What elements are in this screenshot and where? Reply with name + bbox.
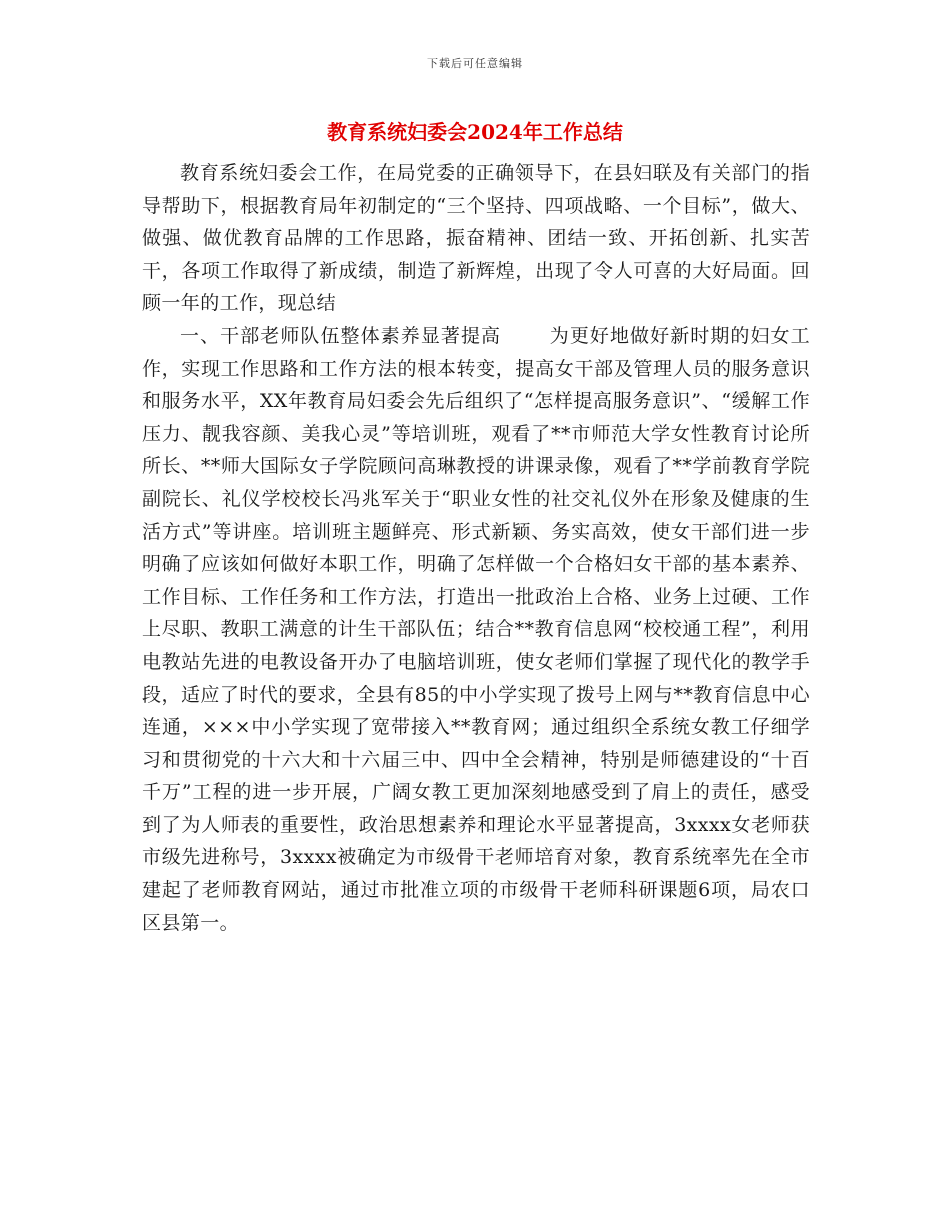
document-body <box>142 157 810 939</box>
intro-paragraph: 教育系统妇委会工作，在局党委的正确领导下，在县妇联及有关部门的指导帮助下，根据教育局年初制定的“三个坚持、四项战略、一个目标”，做大、做强、做优教育品牌的工作思路，振奋精神、团结一致、开拓创新、扎实苦干，各项工作取得了新成绩，制造了新辉煌，出现了令人可喜的大好局面。回顾一年的工作，现总结 <box>142 162 810 315</box>
header-note: 下载后可任意编辑 <box>427 57 523 70</box>
document-title: 教育系统妇委会2024年工作总结 <box>327 120 623 144</box>
section-1-heading: 一、干部老师队伍整体素养显著提高 <box>180 324 502 347</box>
section-1-paragraph <box>142 320 810 939</box>
section-1-text: 为更好地做好新时期的妇女工作，实现工作思路和工作方法的根本转变，提高女干部及管理人员的服务意识和服务水平，XX年教育局妇委会先后组织了“怎样提高服务意识”、“缓解工作压力、靓我容颜、美我心灵”等培训班，观看了**市师范大学女性教育讨论所所长、**师大国际女子学院顾问高琳教授的讲课录像，观看了**学前教育学院副院长、礼仪学校校长冯兆军关于“职业女性的社交礼仪外在形象及健康的生活方式”等讲座。培训班主题鲜亮、形式新颖、务实高效，使女干部们进一步明确了应该如何做好本职工作，明确了怎样做一个合格妇女干部的基本素养、工作目标、工作任务和工作方法，打造出一批政治上合格、业务上过硬、工作上尽职、教职工满意的计生干部队伍；结合**教育信息网“校校通工程”，利用电教站先进的电教设备开办了电脑培训班，使女老师们掌握了现代化的教学手段，适应了时代的要求，全县有85的中小学实现了拨号上网与**教育信息中心连通，×××中小学实现了宽带接入**教育网；通过组织全系统女教工仔细学习和贯彻党的十六大和十六届三中、四中全会精神，特别是师德建设的“十百千万”工程的进一步开展，广阔女教工更加深刻地感受到了肩上的责任，感受到了为人师表的重要性，政治思想素养和理论水平显著提高，3xxxx女老师获市级先进称号，3xxxx被确定为市级骨干老师培育对象，教育系统率先在全市建起了老师教育网站，通过市批准立项的市级骨干老师科研课题6项，局农口区县第一。 <box>142 324 811 934</box>
